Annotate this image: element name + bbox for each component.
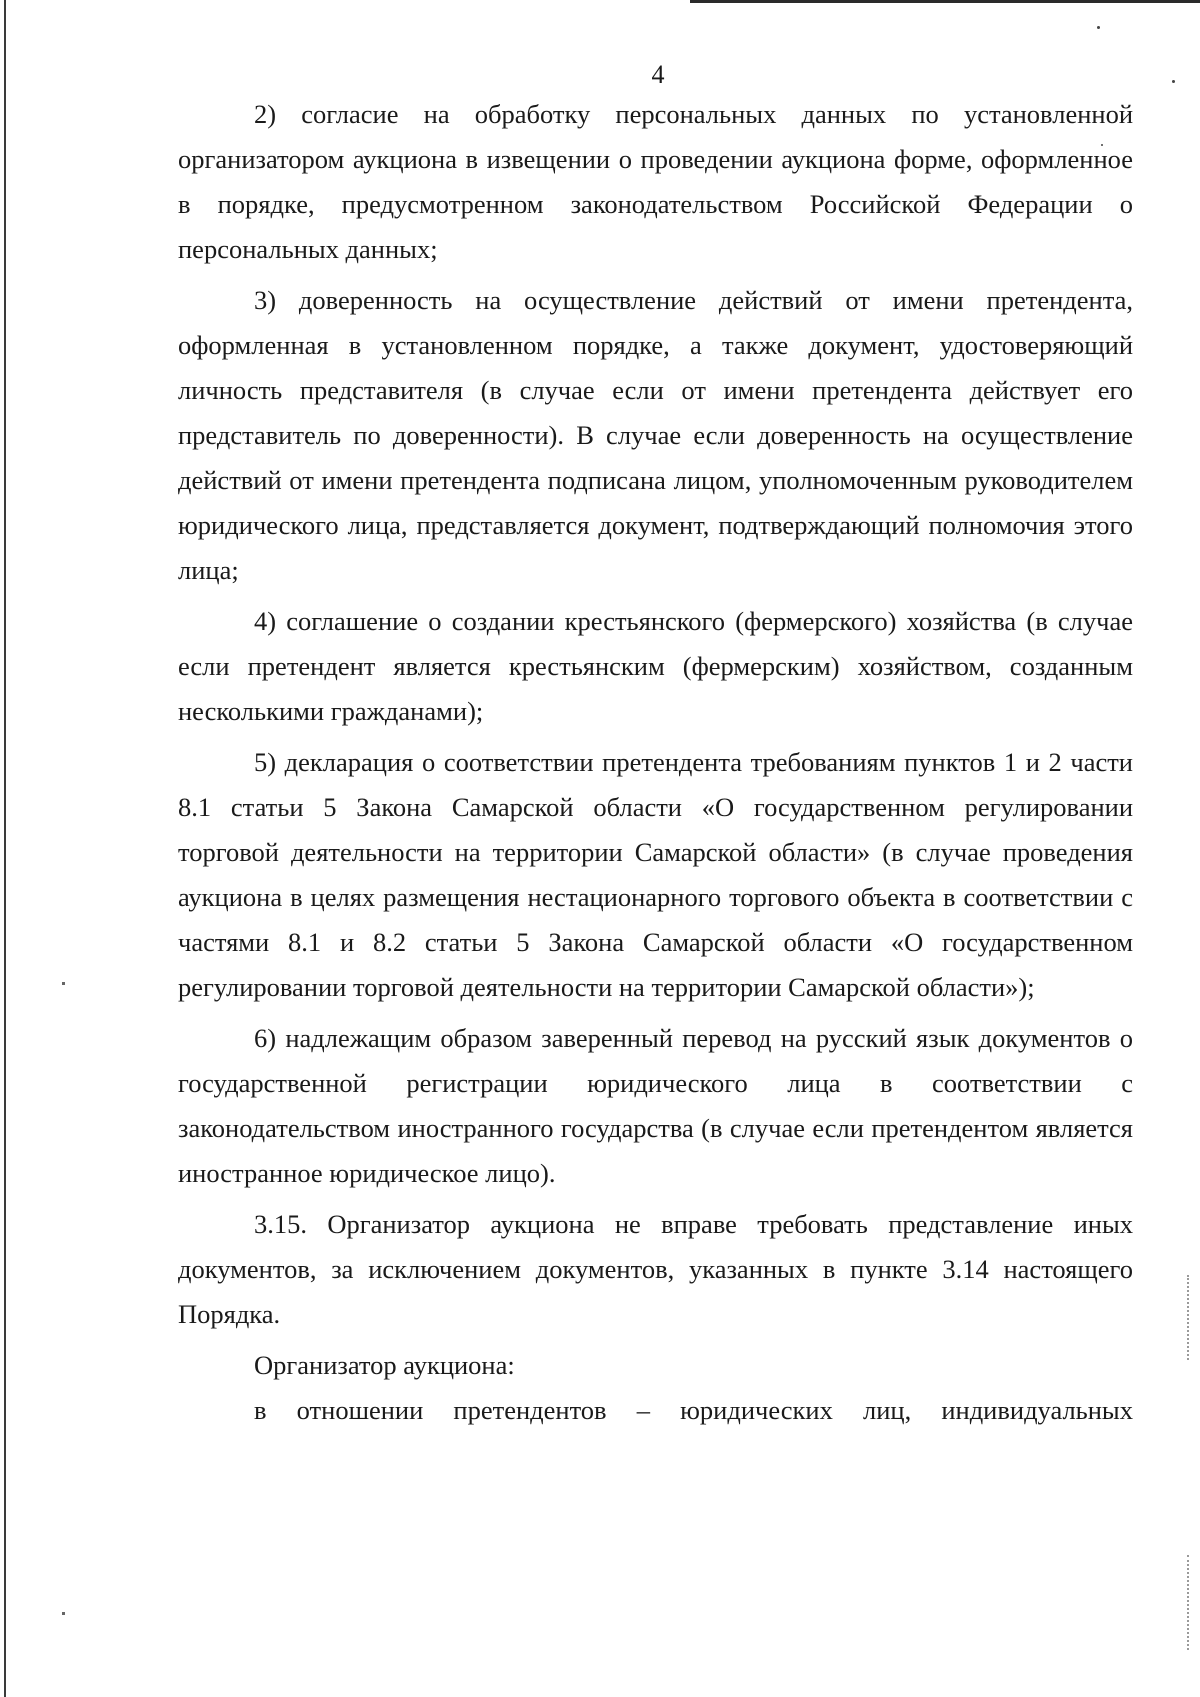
list-item-translation: 6) надлежащим образом заверенный перевод на русский язык документов о государственной регистрации юридического лица в соответствии с законодательством иностранного государства (в случае если претендентом является иностранное юридическое лицо). xyxy=(178,1023,1133,1188)
scan-speck xyxy=(62,982,65,985)
list-item-farm-agreement: 4) соглашение о создании крестьянского (фермерского) хозяйства (в случае если претендент является крестьянским (фермерским) хозяйством, созданным несколькими гражданами); xyxy=(178,606,1133,726)
list-item-power-of-attorney: 3) доверенность на осуществление действий от имени претендента, оформленная в установленном порядке, а также документ, удостоверяющий личность представителя (в случае если от имени претендента действует его представитель по доверенности). В случае если доверенность на осуществление действий от имени претендента подписана лицом, уполномоченным руководителем юридического лица, представляется документ, подтверждающий полномочия этого лица; xyxy=(178,285,1133,585)
list-item-declaration: 5) декларация о соответствии претендента требованиям пунктов 1 и 2 части 8.1 статьи 5 Закона Самарской области «О государственном регулировании торговой деятельности на территории Самарской области» (в случае проведения аукциона в целях размещения нестационарного торгового объекта в соответствии с частями 8.1 и 8.2 статьи 5 Закона Самарской области «О государственном регулировании торговой деятельности на территории Самарской области»); xyxy=(178,747,1133,1002)
list-item-consent: 2) согласие на обработку персональных данных по установленной организатором аукциона в извещении о проведении аукциона форме, оформленное в порядке, предусмотренном законодательством Российской Федерации о персональных данных; xyxy=(178,99,1133,264)
clause-3-15: 3.15. Организатор аукциона не вправе требовать представление иных документов, за исключением документов, указанных в пункте 3.14 настоящего Порядка. xyxy=(178,1209,1133,1329)
document-body xyxy=(178,92,1133,1433)
scan-edge-marks xyxy=(1187,1555,1190,1650)
scan-speck xyxy=(1097,26,1100,29)
scan-speck xyxy=(62,1612,65,1615)
page-number: 4 xyxy=(651,60,665,89)
scan-edge-marks xyxy=(1187,1275,1190,1360)
page-left-border xyxy=(4,0,6,1697)
organizer-text: в отношении претендентов – юридических лиц, индивидуальных xyxy=(254,1395,1133,1425)
top-rule xyxy=(690,0,1200,3)
organizer-heading: Организатор аукциона: xyxy=(254,1350,515,1380)
